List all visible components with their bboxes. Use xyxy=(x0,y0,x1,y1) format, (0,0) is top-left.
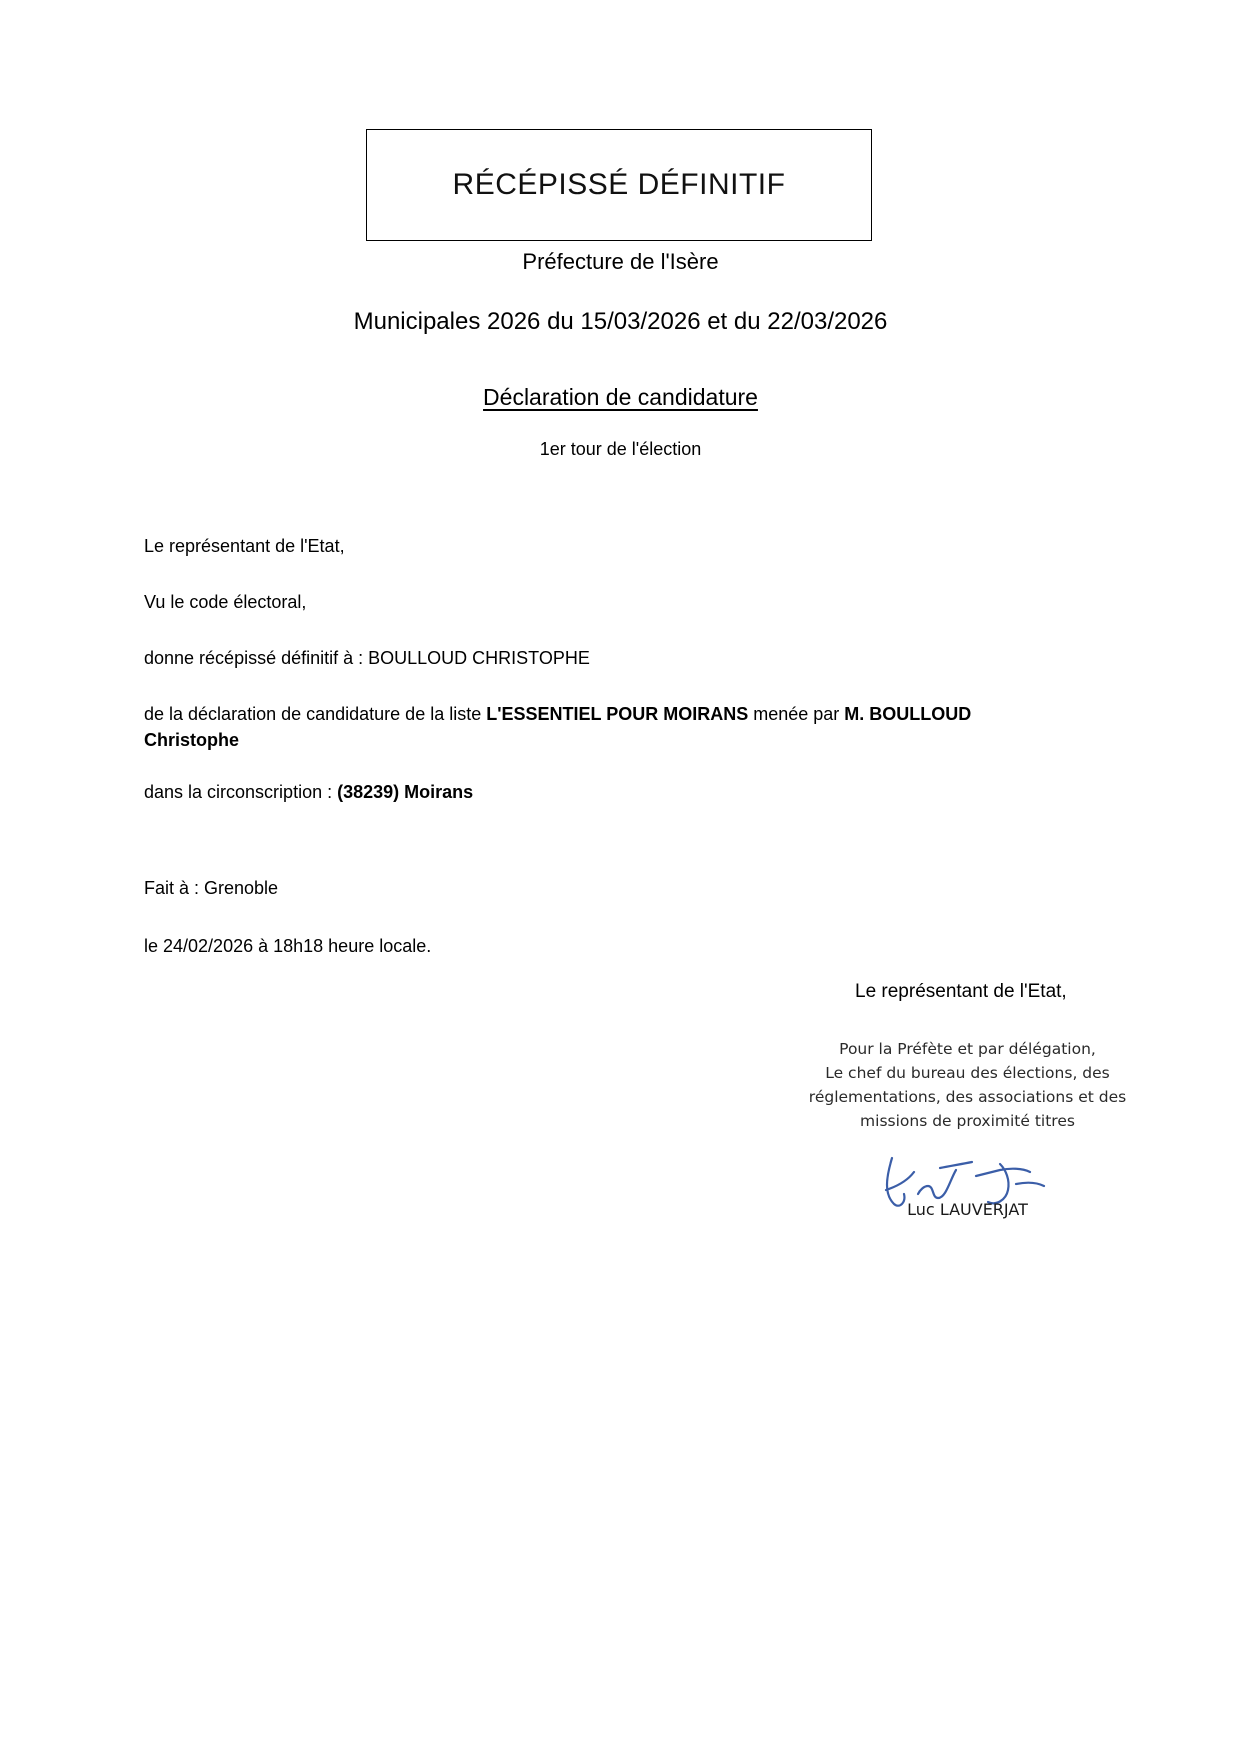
page-title: RÉCÉPISSÉ DÉFINITIF xyxy=(452,168,786,201)
recepisse-candidate: BOULLOUD CHRISTOPHE xyxy=(368,648,590,669)
delegation-line-4: missions de proximité titres xyxy=(860,1112,1075,1131)
document-body xyxy=(144,533,1024,836)
delegation-line-2: Le chef du bureau des élections, des xyxy=(825,1064,1110,1083)
liste-middle: menée par xyxy=(748,704,845,725)
document-footer-place-date xyxy=(144,875,844,991)
delegation-block xyxy=(795,1037,1140,1133)
paragraph-code-electoral xyxy=(144,589,1024,615)
signature-title: Le représentant de l'Etat, xyxy=(855,981,1067,1002)
delegation-line-1: Pour la Préfète et par délégation, xyxy=(839,1040,1096,1058)
fait-a-line: Fait à : Grenoble xyxy=(144,878,279,898)
declaration-heading: Déclaration de candidature xyxy=(483,384,758,410)
paragraph-recepisse xyxy=(144,645,1024,671)
delegation-line-3: réglementations, des associations et des xyxy=(808,1088,1127,1107)
prefecture-line: Préfecture de l'Isère xyxy=(522,249,719,274)
circonscription-value: (38239) Moirans xyxy=(337,782,474,803)
paragraph-representant xyxy=(144,533,1024,559)
paragraph-liste xyxy=(144,701,1024,753)
election-line: Municipales 2026 du 15/03/2026 et du 22/03/2026 xyxy=(353,308,888,335)
document-title-box xyxy=(366,129,872,241)
code-electoral-text: Vu le code électoral, xyxy=(144,592,307,613)
paragraph-circonscription xyxy=(144,779,1024,805)
representant-text: Le représentant de l'Etat, xyxy=(144,536,345,556)
liste-leader: M. BOULLOUD Christophe xyxy=(144,704,972,751)
liste-name: L'ESSENTIEL POUR MOIRANS xyxy=(486,704,749,725)
liste-prefix: de la déclaration de candidature de la liste xyxy=(144,704,487,725)
circonscription-prefix: dans la circonscription : xyxy=(144,782,338,803)
signatory-name: Luc LAUVERJAT xyxy=(907,1200,1028,1219)
tour-line: 1er tour de l'élection xyxy=(539,439,702,459)
recepisse-prefix: donne récépissé définitif à : xyxy=(144,648,369,669)
date-line: le 24/02/2026 à 18h18 heure locale. xyxy=(144,936,432,957)
